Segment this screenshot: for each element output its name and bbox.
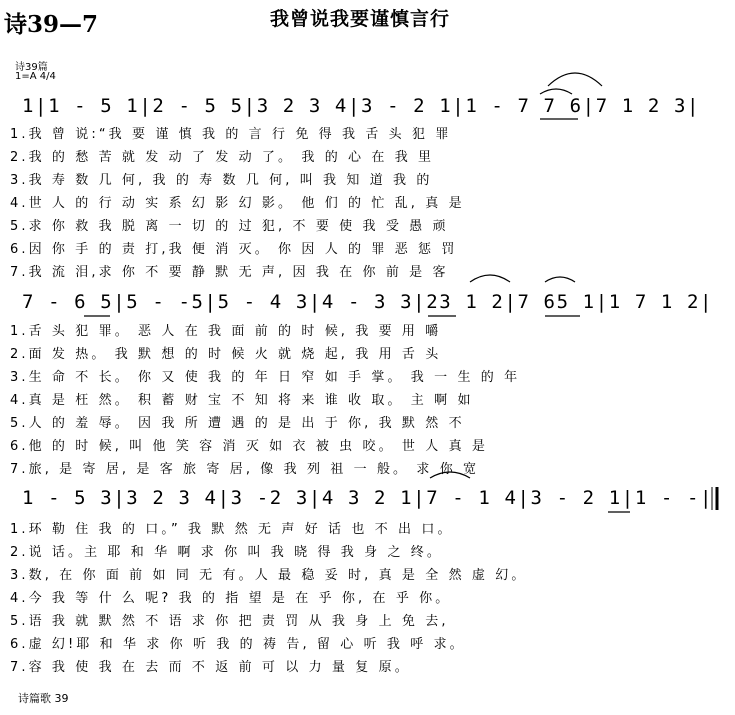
system-2-lyric-7: 7.旅, 是 寄 居, 是 客 旅 寄 居, 像 我 列 祖 一 般。 求 你 宽 — [10, 462, 480, 477]
system-3-lyric-1: 1.环 勒 住 我 的 口。” 我 默 然 无 声 好 话 也 不 出 口。 — [10, 522, 454, 537]
system-1-lyric-3: 3.我 寿 数 几 何, 我 的 寿 数 几 何, 叫 我 知 道 我 的 — [10, 173, 433, 188]
song-title: 我曾说我要谨慎言行 — [270, 8, 451, 30]
system-1-lyric-4: 4.世 人 的 行 动 实 系 幻 影 幻 影。 他 们 的 忙 乱, 真 是 — [10, 196, 465, 211]
system-3-lyric-4: 4.今 我 等 什 么 呢? 我 的 指 望 是 在 乎 你, 在 乎 你。 — [10, 591, 452, 606]
tie-arc — [430, 472, 470, 478]
system-1-lyric-1: 1.我 曾 说:“我 要 谨 慎 我 的 言 行 免 得 我 舌 头 犯 罪 — [10, 127, 452, 142]
source-text: 诗39篇 — [15, 62, 48, 73]
system-2-lyric-6: 6.他 的 时 候, 叫 他 笑 容 消 灭 如 衣 被 虫 咬。 世 人 真 是 — [10, 439, 489, 454]
tie-arc — [548, 73, 602, 86]
system-2-lyric-5: 5.人 的 羞 辱。 因 我 所 遭 遇 的 是 出 于 你, 我 默 然 不 — [10, 416, 465, 431]
key-time-signature: 1=A 4/4 — [15, 71, 56, 82]
system-2-notes: 7 - 6 5|5 - -5|5 - 4 3|4 - 3 3|23 1 2|7 65 1|1 7 1 2| — [22, 291, 714, 313]
tie-arc — [545, 277, 575, 282]
system-1-lyric-6: 6.因 你 手 的 责 打,我 便 消 灭。 你 因 人 的 罪 恶 惩 罚 — [10, 242, 458, 257]
tie-arc — [540, 89, 572, 94]
system-2-lyric-2: 2.面 发 热。 我 默 想 的 时 候 火 就 烧 起, 我 用 舌 头 — [10, 347, 442, 362]
system-3-lyric-6: 6.虚 幻!耶 和 华 求 你 听 我 的 祷 告, 留 心 听 我 呼 求。 — [10, 637, 466, 652]
system-3-notes: 1 - 5 3|3 2 3 4|3 -2 3|4 3 2 1|7 - 1 4|3 - 2 1|1 - -| — [22, 487, 714, 509]
system-3-lyric-5: 5.语 我 就 默 然 不 语 求 你 把 责 罚 从 我 身 上 免 去, — [10, 614, 449, 629]
system-1-lyric-5: 5.求 你 救 我 脱 离 一 切 的 过 犯, 不 要 使 我 受 愚 顽 — [10, 219, 449, 234]
system-3-lyric-7: 7.容 我 使 我 在 去 而 不 返 前 可 以 力 量 复 原。 — [10, 660, 411, 675]
system-1-lyric-2: 2.我 的 愁 苦 就 发 动 了 发 动 了。 我 的 心 在 我 里 — [10, 150, 435, 165]
system-2-lyric-4: 4.真 是 枉 然。 积 蓄 财 宝 不 知 将 来 谁 收 取。 主 啊 如 — [10, 393, 474, 408]
footer-text: 诗篇歌 39 — [18, 692, 69, 705]
system-3-lyric-2: 2.说 话。主 耶 和 华 啊 求 你 叫 我 晓 得 我 身 之 终。 — [10, 545, 443, 560]
system-1-lyric-7: 7.我 流 泪,求 你 不 要 静 默 无 声, 因 我 在 你 前 是 客 — [10, 265, 449, 280]
tie-arc — [470, 275, 510, 282]
system-2-lyric-1: 1.舌 头 犯 罪。 恶 人 在 我 面 前 的 时 候, 我 要 用 嚼 — [10, 324, 442, 339]
system-3-lyric-3: 3.数, 在 你 面 前 如 同 无 有。人 最 稳 妥 时, 真 是 全 然 虚 幻。 — [10, 568, 528, 583]
system-2-lyric-3: 3.生 命 不 长。 你 又 使 我 的 年 日 窄 如 手 掌。 我 一 生 的 年 — [10, 370, 521, 385]
page-label: 诗39—7 — [4, 11, 99, 38]
system-1-notes: 1|1 - 5 1|2 - 5 5|3 2 3 4|3 - 2 1|1 - 7 7 6|7 1 2 3| — [22, 95, 701, 117]
